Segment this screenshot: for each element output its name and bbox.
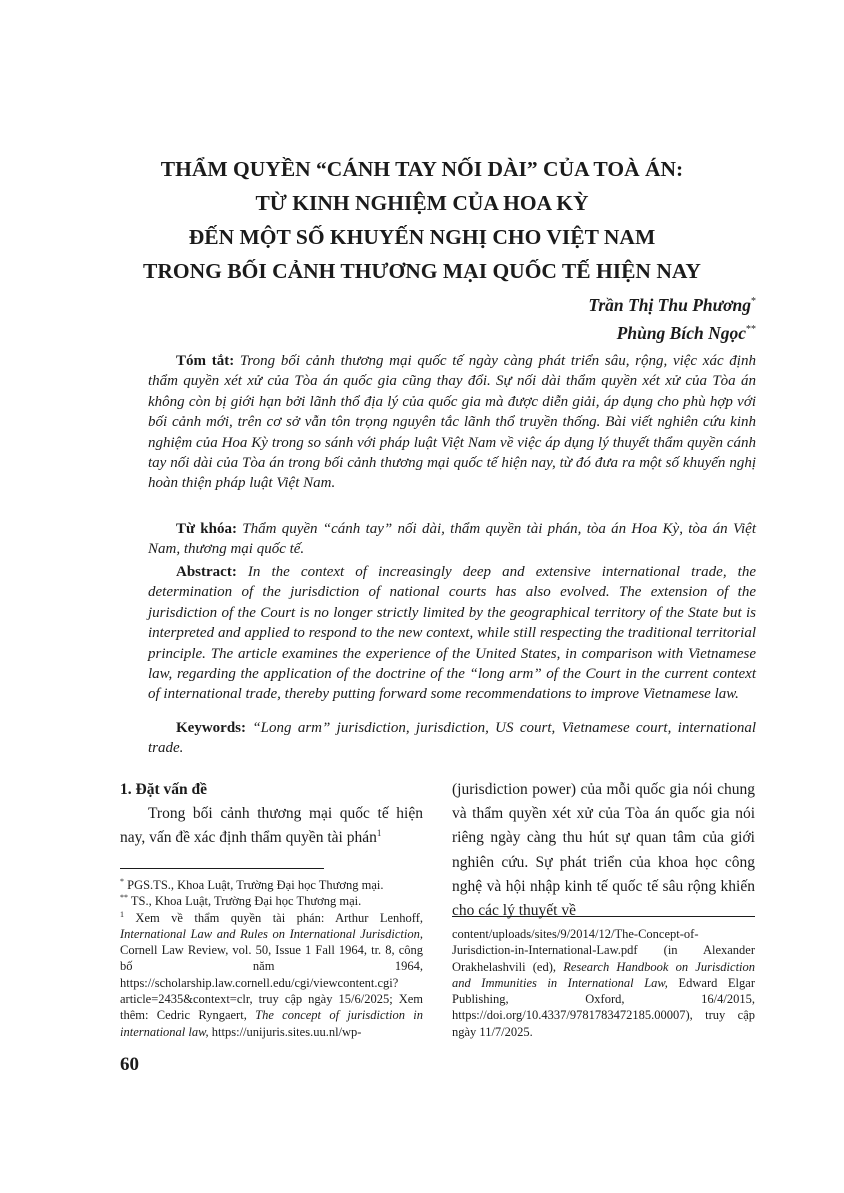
footnote-divider-left	[120, 868, 324, 869]
author-2	[588, 319, 756, 347]
footnote-star-text: PGS.TS., Khoa Luật, Trường Đại học Thương mại.	[127, 878, 384, 892]
body-text-left: Trong bối cảnh thương mại quốc tế hiện nay, vấn đề xác định thẩm quyền tài phán	[120, 805, 423, 847]
title-line-2: TỪ KINH NGHIỆM CỦA HOA KỲ	[255, 191, 589, 215]
abstract-vi-text: Trong bối cảnh thương mại quốc tế ngày càng phát triển sâu, rộng, việc xác định thẩm quyền xét xử của Tòa án quốc gia cũng thay đổi. Sự nối dài thẩm quyền xét xử của Tòa án không còn bị giới hạn bởi lãnh thổ địa lý của quốc gia mà được diễn giải, áp dụng cho phù hợp với bối cảnh mới, trên cơ sở vẫn tôn trọng nguyên tắc lãnh thổ truyền thống. Bài viết nghiên cứu kinh nghiệm của Hoa Kỳ trong so sánh với pháp luật Việt Nam về việc áp dụng lý thuyết thẩm quyền cánh tay nối dài của Tòa án trong bối cảnh thương mại quốc tế hiện nay, từ đó đưa ra một số khuyến nghị hoàn thiện pháp luật Việt Nam.	[148, 353, 756, 492]
abstract-en-label: Abstract:	[176, 564, 237, 580]
footnote-1-cont-title: Research Handbook on Jurisdiction and Immunities in International Law,	[452, 959, 756, 990]
abstract-vi	[148, 351, 756, 494]
abstract-en-text: In the context of increasingly deep and extensive international trade, the determination of the jurisdiction of national courts has also evolved. The extension of the jurisdiction of the Court is no longer strictly limited by the geographical territory of the State but is interpreted and applied to respond to the new context, while still respecting the traditional territorial principle. The article examines the experience of the United States, in comparison with Vietnamese law, regarding the application of the doctrine of the “long arm” of the Court in the current context of international trade, thereby putting forward some recommendations to improve Vietnamese law.	[148, 564, 756, 703]
article-title	[100, 152, 744, 288]
keywords-vi	[148, 519, 756, 560]
footnote-star-mark: *	[120, 877, 124, 886]
keywords-en-label: Keywords:	[176, 720, 246, 736]
footnote-ref-1: 1	[376, 828, 382, 839]
keywords-en	[148, 718, 756, 759]
keywords-en-text: “Long arm” jurisdiction, jurisdiction, US court, Vietnamese court, international trade.	[148, 720, 756, 757]
footnote-divider-right	[452, 916, 755, 917]
left-column	[120, 778, 423, 851]
abstract-vi-label: Tóm tắt:	[176, 353, 235, 369]
right-column	[452, 778, 755, 923]
footnote-1	[120, 910, 423, 1040]
footnotes-right	[452, 926, 755, 1040]
section-heading: 1. Đặt vấn đề	[120, 781, 207, 798]
author-1	[588, 291, 756, 319]
footnote-1-continued	[452, 926, 755, 1040]
footnote-1-cont-a: content/uploads/sites/9/2014/12/The-Concept-of-Jurisdiction-in-International-Law.pdf (in Alexander Orakhelashvili (ed),	[452, 927, 755, 974]
page-number: 60	[120, 1054, 139, 1075]
keywords-vi-label: Từ khóa:	[176, 521, 237, 537]
title-line-3: ĐẾN MỘT SỐ KHUYẾN NGHỊ CHO VIỆT NAM	[188, 225, 656, 249]
footnote-1-url: https://unijuris.sites.uu.nl/wp-	[211, 1024, 362, 1039]
footnotes-left	[120, 877, 423, 1040]
title-line-1: THẨM QUYỀN “CÁNH TAY NỐI DÀI” CỦA TOÀ ÁN:	[160, 157, 684, 181]
footnote-1-cont-c: Edward Elgar Publishing, Oxford, 16/4/2015, https://doi.org/10.4337/9781783472185.00007), truy cập ngày 11/7/2025.	[452, 975, 755, 1039]
footnote-1-mark: 1	[120, 909, 124, 919]
author-list	[588, 291, 756, 347]
footnote-1-title-a: International Law and Rules on International Jurisdiction,	[120, 926, 423, 941]
body-paragraph-right: (jurisdiction power) của mỗi quốc gia nói chung và thẩm quyền xét xử của Tòa án quốc gia nói riêng ngày càng thu hút sự quan tâm của giới nghiên cứu. Sự phát triển của khoa học công nghệ và hội nhập kinh tế quốc tế sâu rộng khiến cho các lý thuyết về	[452, 781, 755, 920]
footnote-star	[120, 877, 423, 893]
footnote-1-title-b: The concept of jurisdiction in international law,	[120, 1008, 423, 1039]
author-1-mark: *	[751, 296, 756, 307]
author-2-name: Phùng Bích Ngọc	[616, 323, 746, 343]
footnote-double-star	[120, 893, 423, 909]
keywords-vi-text: Thẩm quyền “cánh tay” nối dài, thẩm quyền tài phán, tòa án Hoa Kỳ, tòa án Việt Nam, thương mại quốc tế.	[148, 521, 757, 558]
title-line-4: TRONG BỐI CẢNH THƯƠNG MẠI QUỐC TẾ HIỆN NAY	[143, 259, 701, 283]
footnote-double-star-text: TS., Khoa Luật, Trường Đại học Thương mại.	[130, 894, 362, 909]
author-1-name: Trần Thị Thu Phương	[588, 295, 751, 315]
body-paragraph-left	[120, 802, 423, 850]
footnote-1-text-a: Xem về thẩm quyền tài phán: Arthur Lenhoff,	[135, 910, 424, 925]
footnote-double-star-mark: **	[120, 893, 128, 903]
author-2-mark: **	[746, 324, 756, 335]
abstract-en	[148, 562, 756, 705]
footnote-1-text-c: Cornell Law Review, vol. 50, Issue 1 Fall 1964, tr. 8, công bố năm 1964, https://scholarship.law.cornell.edu/cgi/viewcontent.cgi?article=2435&context=clr, truy cập ngày 15/6/2025; Xem thêm: Cedric Ryngaert,	[120, 943, 423, 1023]
